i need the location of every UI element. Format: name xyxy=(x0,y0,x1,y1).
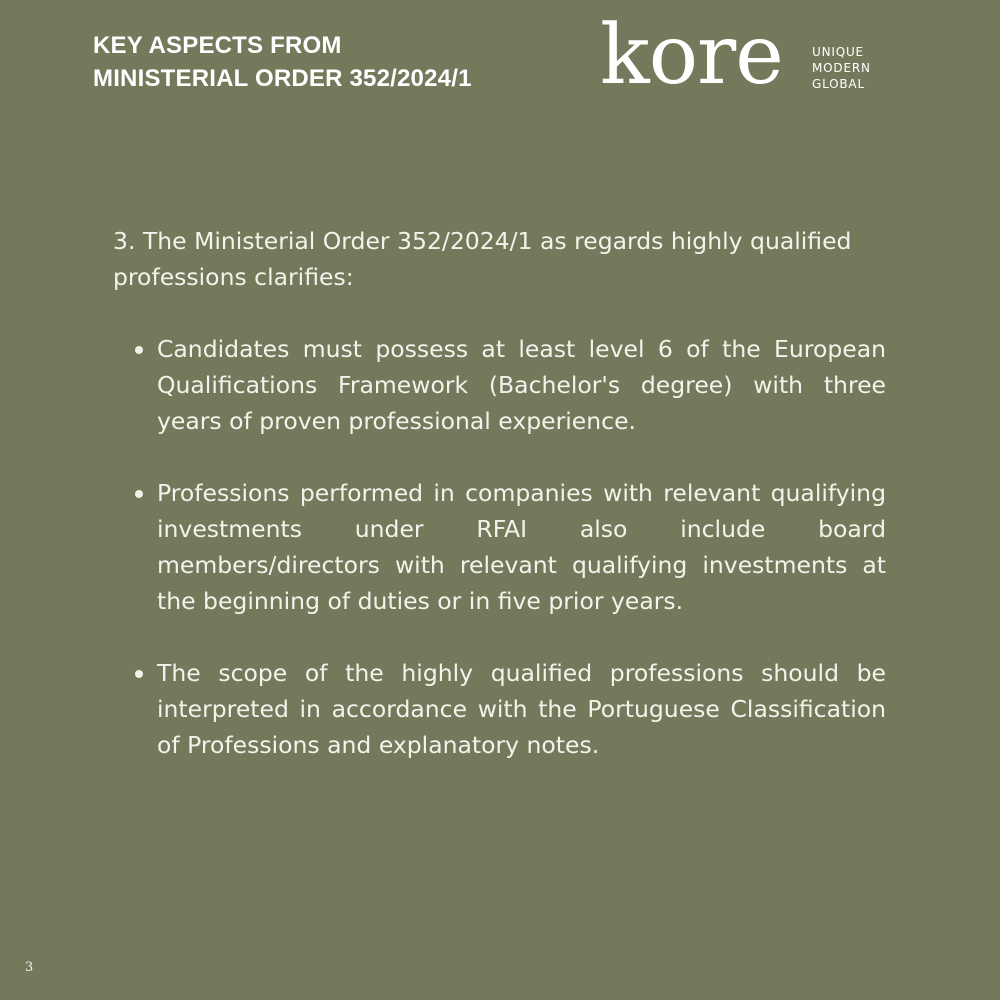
list-item-text: The scope of the highly qualified professions should be interpreted in accordance with the Portuguese Classification of Professions and explanatory notes. xyxy=(157,659,886,759)
list-item-text: Professions performed in companies with relevant qualifying investments under RFAI also include board members/directors with relevant qualifying investments at the beginning of duties or in five prior years. xyxy=(157,479,886,615)
list-item xyxy=(113,475,886,619)
logo-tagline-line-2: MODERN xyxy=(812,61,871,75)
bullet-dot-icon xyxy=(135,670,143,678)
logo-tagline-line-1: UNIQUE xyxy=(812,45,864,59)
bullet-dot-icon xyxy=(135,346,143,354)
list-item xyxy=(113,331,886,439)
kore-logo xyxy=(600,6,900,106)
logo-wordmark: kore xyxy=(600,8,783,103)
list-item-text: Candidates must possess at least level 6 of the European Qualifications Framework (Bachelor's degree) with three years of proven professional experience. xyxy=(157,335,886,435)
content-body xyxy=(113,223,886,763)
page-number: 3 xyxy=(25,960,34,975)
logo-tagline-line-3: GLOBAL xyxy=(812,77,865,91)
bullet-list xyxy=(113,331,886,763)
bullet-dot-icon xyxy=(135,490,143,498)
list-item xyxy=(113,655,886,763)
logo-tagline xyxy=(812,44,871,92)
intro-paragraph: 3. The Ministerial Order 352/2024/1 as regards highly qualified professions clarifies: xyxy=(113,227,852,291)
page-title-line-2: MINISTERIAL ORDER 352/2024/1 xyxy=(93,65,472,92)
page-title-line-1: KEY ASPECTS FROM xyxy=(93,32,342,59)
page-title xyxy=(93,29,553,95)
